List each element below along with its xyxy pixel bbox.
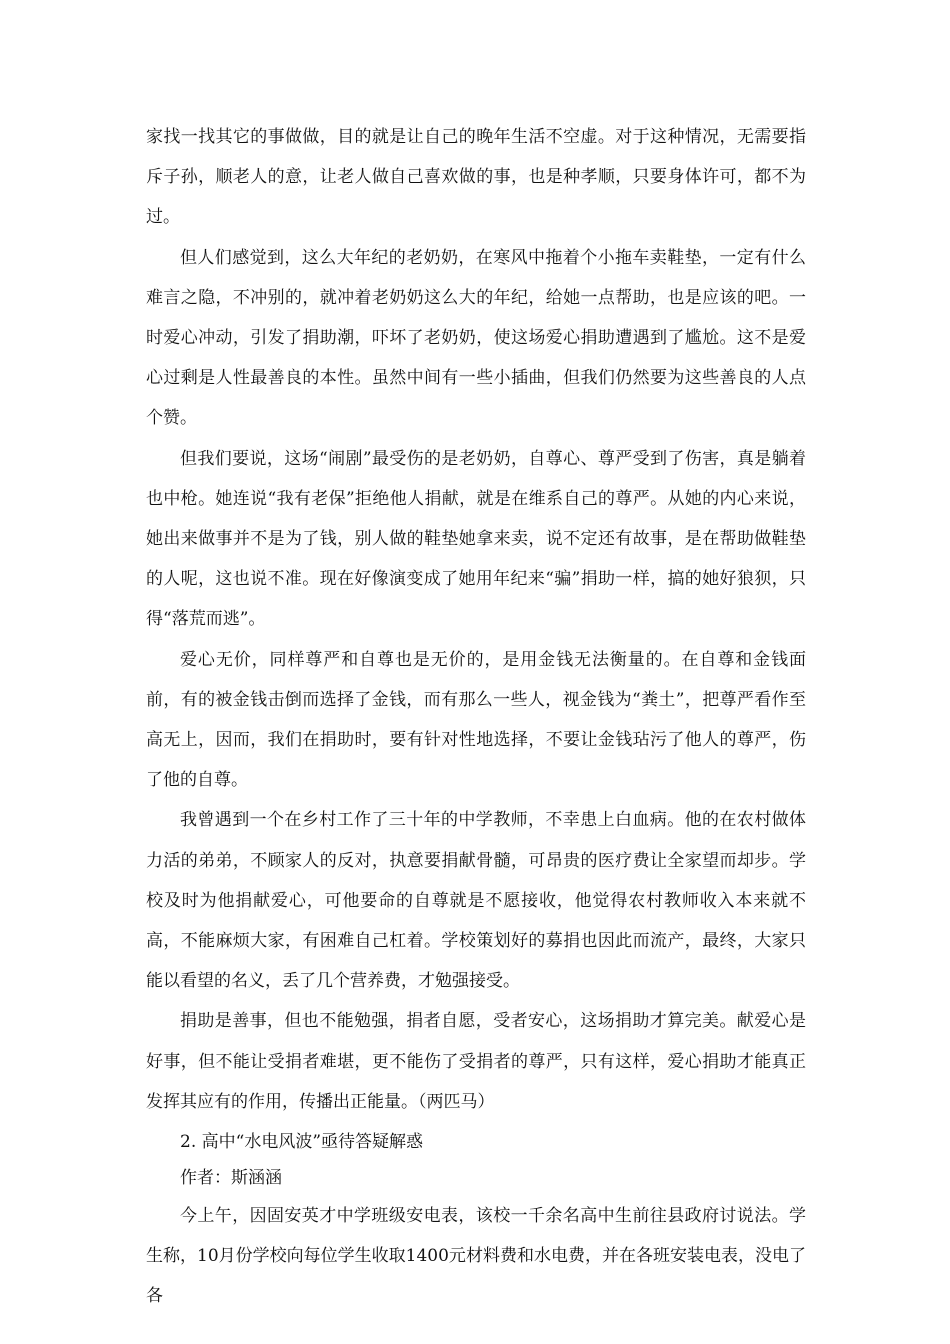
paragraph-sympathy: 但人们感觉到，这么大年纪的老奶奶，在寒风中拖着个小拖车卖鞋垫，一定有什么难言之隐，不冲别的，就冲着老奶奶这么大的年纪，给她一点帮助，也是应该的吧。一时爱心冲动，引发了捐助潮，吓坏了老奶奶，使这场爱心捐助遭遇到了尴尬。这不是爱心过剩是人性最善良的本性。虽然中间有一些小插曲，但我们仍然要为这些善良的人点个赞。 <box>146 247 806 429</box>
document-body <box>146 117 806 1317</box>
section-heading: 2. 高中“水电风波”亟待答疑解惑 <box>180 1132 424 1153</box>
paragraph-news-intro: 今上午，因固安英才中学班级安电表，该校一千余名高中生前往县政府讨说法。学生称，10月份学校向每位学生收取1400元材料费和水电费，并在各班安装电表，没电了各 <box>146 1206 806 1307</box>
paragraph-conclusion: 捐助是善事，但也不能勉强，捐者自愿，受者安心，这场捐助才算完美。献爱心是好事，但不能让受捐者难堪，更不能伤了受捐者的尊严，只有这样，爱心捐助才能真正发挥其应有的作用，传播出正能量。（两匹马） <box>146 1011 806 1112</box>
paragraph-continuation: 家找一找其它的事做做，目的就是让自己的晚年生活不空虚。对于这种情况，无需要指斥子孙，顺老人的意，让老人做自己喜欢做的事，也是种孝顺，只要身体许可，都不为过。 <box>146 127 806 228</box>
author-line: 作者：斯涵涵 <box>180 1168 282 1189</box>
paragraph-dignity: 但我们要说，这场“闹剧”最受伤的是老奶奶，自尊心、尊严受到了伤害，真是躺着也中枪。她连说“我有老保”拒绝他人捐献，就是在维系自己的尊严。从她的内心来说，她出来做事并不是为了钱，别人做的鞋垫她拿来卖，说不定还有故事，是在帮助做鞋垫的人呢，这也说不准。现在好像演变成了她用年纪来“骗”捐助一样，搞的她好狼狈，只得“落荒而逃”。 <box>146 448 806 630</box>
paragraph-teacher-story: 我曾遇到一个在乡村工作了三十年的中学教师，不幸患上白血病。他的在农村做体力活的弟弟，不顾家人的反对，执意要捐献骨髓，可昂贵的医疗费让全家望而却步。学校及时为他捐献爱心，可他要命的自尊就是不愿接收，他觉得农村教师收入本来就不高，不能麻烦大家，有困难自己杠着。学校策划好的募捐也因此而流产，最终，大家只能以看望的名义，丢了几个营养费，才勉强接受。 <box>146 810 806 992</box>
paragraph-priceless: 爱心无价，同样尊严和自尊也是无价的，是用金钱无法衡量的。在自尊和金钱面前，有的被金钱击倒而选择了金钱，而有那么一些人，视金钱为“粪土”，把尊严看作至高无上，因而，我们在捐助时，要有针对性地选择，不要让金钱玷污了他人的尊严，伤了他的自尊。 <box>146 649 806 791</box>
